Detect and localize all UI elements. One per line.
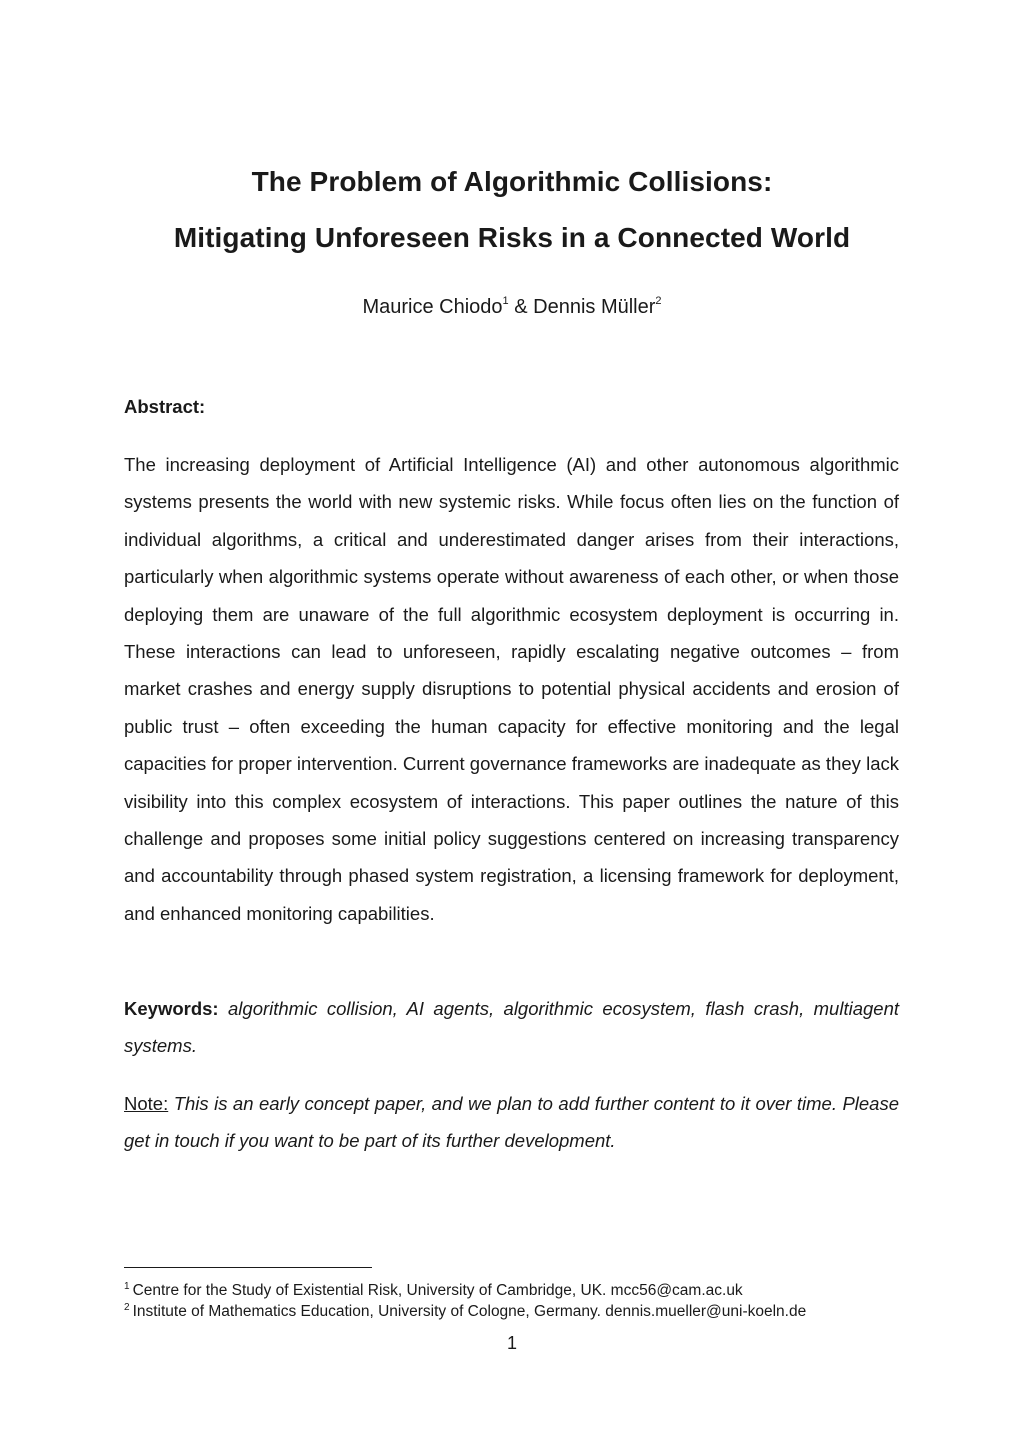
- footnote-divider: [124, 1267, 372, 1268]
- note-label: Note:: [124, 1093, 169, 1114]
- author-list: [0, 296, 1024, 319]
- footnote-2-mark: 2: [124, 1302, 130, 1313]
- footnote-2: [124, 1302, 806, 1322]
- author-name: Dennis Müller: [533, 296, 656, 318]
- keywords-section: [124, 990, 899, 1065]
- author-name: Maurice Chiodo: [362, 296, 503, 318]
- footnote-1-mark: 1: [124, 1281, 130, 1292]
- footnote-1: [124, 1281, 743, 1301]
- footnote-2-text: Institute of Mathematics Education, University of Cologne, Germany. dennis.mueller@uni-koeln.de: [132, 1303, 807, 1320]
- footnote-marker[interactable]: 2: [655, 295, 662, 307]
- footnote-1-text: Centre for the Study of Existential Risk, University of Cambridge, UK. mcc56@cam.ac.uk: [132, 1282, 743, 1299]
- footnote-marker[interactable]: 1: [502, 295, 509, 307]
- note-section: [124, 1085, 899, 1160]
- page-number: 1: [506, 1333, 517, 1353]
- author-separator: &: [508, 296, 534, 318]
- abstract-heading: Abstract:: [124, 396, 206, 417]
- abstract-body: The increasing deployment of Artificial Intelligence (AI) and other autonomous algorithmic systems presents the world with new systemic risks. While focus often lies on the function of individual algorithms, a critical and underestimated danger arises from their interactions, particularly when algorithmic systems operate without awareness of each other, or when those deploying them are unaware of the full algorithmic ecosystem deployment is occurring in. These interactions can lead to unforeseen, rapidly escalating negative outcomes – from market crashes and energy supply disruptions to potential physical accidents and erosion of public trust – often exceeding the human capacity for effective monitoring and the legal capacities for proper intervention. Current governance frameworks are inadequate as they lack visibility into this complex ecosystem of interactions. This paper outlines the nature of this challenge and proposes some initial policy suggestions centered on increasing transparency and accountability through phased system registration, a licensing framework for deployment, and enhanced monitoring capabilities.: [124, 454, 899, 924]
- note-text: This is an early concept paper, and we plan to add further content to it over time. Please get in touch if you want to be part of its further development.: [124, 1093, 900, 1152]
- keywords-list: algorithmic collision, AI agents, algorithmic ecosystem, flash crash, multiagent systems.: [124, 998, 899, 1057]
- keywords-label: Keywords:: [124, 998, 219, 1019]
- paper-title-line-1: The Problem of Algorithmic Collisions:: [251, 166, 773, 197]
- paper-title-line-2: Mitigating Unforeseen Risks in a Connected World: [173, 222, 851, 253]
